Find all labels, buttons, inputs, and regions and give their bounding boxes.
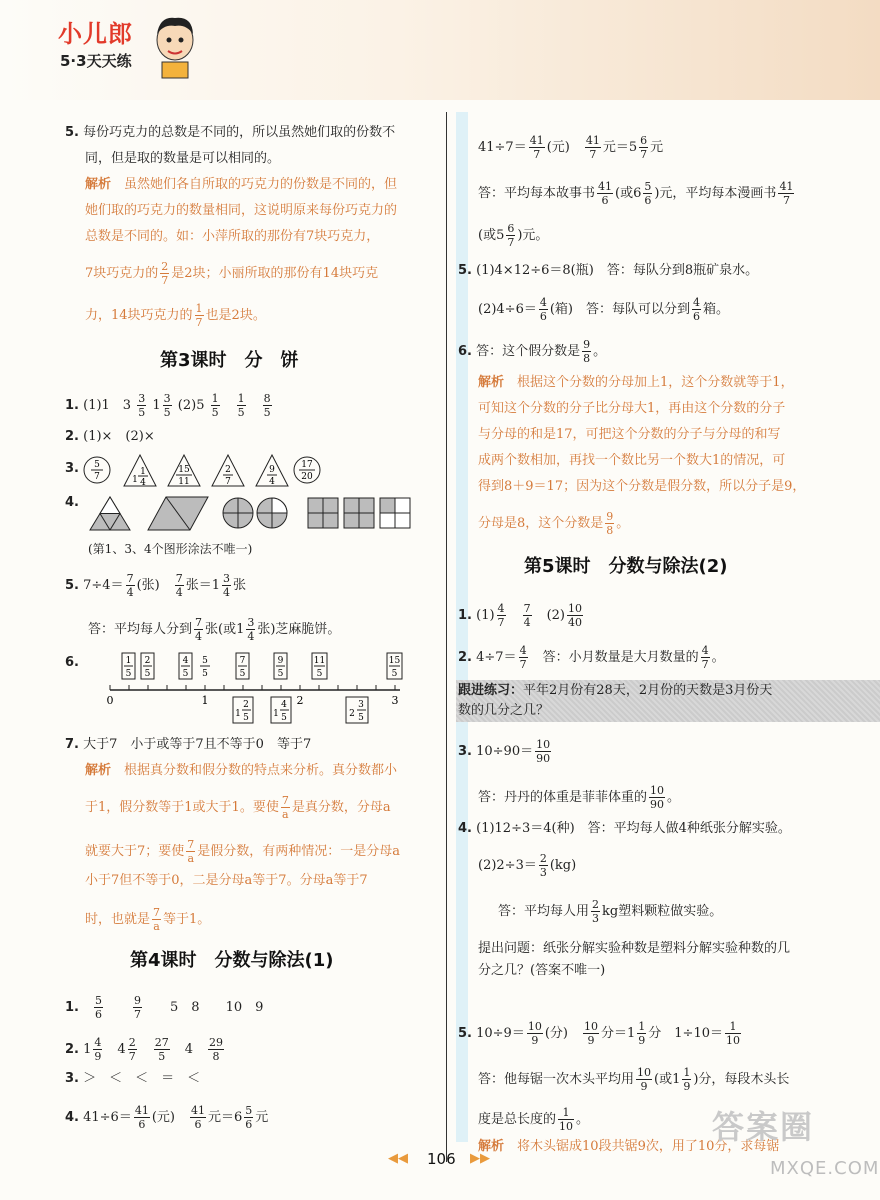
- analysis-text: 可知这个分数的分子比分母大1，再由这个分数的分子: [478, 401, 786, 416]
- analysis-label: 解析: [85, 763, 112, 778]
- fraction: $\frac{1}{5}$: [237, 392, 245, 419]
- fraction: $\frac{3}{5}$: [163, 392, 171, 419]
- answer-text: 同，但是取的数量是可以相同的。: [85, 151, 281, 166]
- svg-text:7: 7: [94, 472, 100, 482]
- fraction: $\frac{1}{9}$: [683, 1066, 691, 1093]
- tick-label: 1: [201, 694, 209, 707]
- fraction: $\frac{8}{5}$: [263, 392, 271, 419]
- svg-text:5: 5: [243, 713, 249, 723]
- question-number: 4.: [65, 1110, 79, 1125]
- question-number: 5.: [458, 1026, 472, 1041]
- prev-page-arrows: ◀◀: [388, 1151, 408, 1166]
- number-line-figure: [100, 650, 420, 730]
- brand-logo-text: 小儿郎: [58, 20, 133, 48]
- svg-text:5: 5: [144, 669, 151, 679]
- svg-text:15: 15: [178, 465, 190, 475]
- question-number: 6.: [458, 344, 472, 359]
- fraction: $\frac{27}{5}$: [154, 1036, 169, 1063]
- svg-text:11: 11: [313, 656, 326, 666]
- fraction: $\frac{4}{9}$: [94, 1036, 102, 1063]
- svg-text:20: 20: [301, 472, 313, 482]
- svg-text:2: 2: [349, 709, 355, 719]
- svg-text:2: 2: [225, 465, 231, 475]
- analysis-text: 于1，假分数等于1或大于1。要使: [85, 800, 279, 815]
- analysis-text: 是2块；小丽所取的那份有14块巧克: [171, 266, 379, 281]
- tick-label: 2: [296, 694, 304, 707]
- analysis-text: 成两个数相加，再找一个数比另一个数大1的情况，可: [478, 453, 786, 468]
- fraction: $\frac{29}{8}$: [209, 1036, 224, 1063]
- section-title: 第5课时 分数与除法(2): [524, 556, 728, 577]
- svg-text:4: 4: [140, 478, 146, 488]
- fraction: $\frac{41}{6}$: [191, 1104, 205, 1131]
- watermark: 答案圈: [712, 1108, 815, 1146]
- answer-text: ＞ ＜ ＜ ＝ ＜: [83, 1071, 201, 1086]
- svg-text:9: 9: [277, 656, 284, 666]
- analysis-text: 总数是不同的。如：小萍所取的那份有7块巧克力，: [85, 229, 380, 244]
- fraction: $\frac{41}{7}$: [585, 134, 600, 161]
- svg-text:1: 1: [140, 467, 146, 477]
- fraction: $\frac{7}{4}$: [523, 602, 531, 629]
- shape-fractions-row: [82, 450, 322, 490]
- watermark-url: MXQE.COM: [770, 1158, 880, 1179]
- fraction: $\frac{4}{6}$: [693, 296, 701, 323]
- fraction: $\frac{41}{6}$: [598, 180, 613, 207]
- analysis-text: 时，也就是: [85, 912, 151, 927]
- svg-text:5: 5: [358, 713, 364, 723]
- fraction: $\frac{7}{4}$: [175, 572, 183, 599]
- fraction: $\frac{4}{7}$: [701, 644, 709, 671]
- svg-text:11: 11: [178, 477, 190, 487]
- analysis-text: 得到8＋9＝17；因为这个分数是假分数，所以分子是9，: [478, 479, 806, 494]
- fraction: $\frac{7}{a}$: [153, 906, 161, 933]
- svg-text:5: 5: [125, 669, 132, 679]
- column-divider: [446, 112, 447, 1162]
- svg-text:5: 5: [391, 669, 398, 679]
- fraction-num: 5: [94, 460, 100, 470]
- fraction: $\frac{2}{3}$: [539, 852, 547, 879]
- answer-text: 提出问题：纸张分解实验种数是塑料分解实验种数的几: [478, 941, 791, 956]
- analysis-text: 是真分数，分母a: [291, 800, 391, 815]
- analysis-text: 虽然她们各自所取的巧克力的份数是不同的，但: [124, 177, 398, 192]
- page-number: 106: [427, 1150, 456, 1168]
- answer-text: 答：平均每人用: [498, 904, 590, 919]
- fraction: $\frac{1}{10}$: [559, 1106, 574, 1133]
- answer-text: (1)12÷3＝4(种) 答：平均每人做4种纸张分解实验。: [476, 821, 791, 836]
- svg-text:7: 7: [239, 656, 246, 666]
- fraction: $\frac{7}{4}$: [126, 572, 134, 599]
- fraction: $\frac{4}{7}$: [497, 602, 505, 629]
- analysis-text: 她们取的巧克力的数量相同，这说明原来每份巧克力的: [85, 203, 398, 218]
- fraction: $\frac{4}{7}$: [519, 644, 527, 671]
- svg-text:1: 1: [273, 709, 279, 719]
- answer-text: 答：平均每本故事书: [478, 186, 596, 201]
- answer-text: 答：丹丹的体重是菲菲体重的: [478, 790, 648, 805]
- question-number: 4.: [65, 495, 79, 510]
- analysis-text: 力，14块巧克力的: [85, 308, 193, 323]
- svg-text:2: 2: [144, 656, 151, 666]
- analysis-text: 等于1。: [163, 912, 211, 927]
- svg-text:9: 9: [269, 465, 275, 475]
- question-number: 5.: [65, 578, 79, 593]
- answer-text: 答：平均每人分到: [88, 622, 193, 637]
- analysis-label: 解析: [478, 1139, 505, 1154]
- fraction: $\frac{10}{40}$: [568, 602, 582, 629]
- shaded-shapes-figure: [88, 494, 418, 534]
- svg-text:4: 4: [281, 700, 287, 710]
- fraction: $\frac{9}{7}$: [134, 994, 142, 1021]
- follow-up-label: 跟进练习：: [458, 683, 524, 698]
- analysis-text: 根据真分数和假分数的特点来分析。真分数都小: [124, 763, 398, 778]
- question-number: 2.: [65, 429, 79, 444]
- svg-text:5: 5: [281, 713, 287, 723]
- svg-text:5: 5: [182, 669, 189, 679]
- tick-label: 3: [391, 694, 399, 707]
- fraction: $\frac{2}{3}$: [592, 898, 600, 925]
- question-number: 6.: [65, 655, 79, 670]
- svg-text:2: 2: [243, 700, 249, 710]
- analysis-label: 解析: [85, 177, 112, 192]
- fraction: $\frac{9}{8}$: [583, 338, 591, 365]
- answer-text: 分之几？(答案不唯一): [478, 963, 606, 978]
- analysis-text: 也是2块。: [205, 308, 266, 323]
- fraction: $\frac{10}{90}$: [536, 738, 551, 765]
- fraction: $\frac{5}{6}$: [245, 1104, 253, 1131]
- fraction: $\frac{1}{5}$: [211, 392, 219, 419]
- section-title: 第3课时 分 饼: [160, 350, 299, 371]
- fraction: $\frac{7}{a}$: [187, 838, 195, 865]
- figure-note: (第1、3、4个图形涂法不唯一): [88, 542, 253, 556]
- follow-up-text: 平年2月份有28天，2月份的天数是3月份天: [523, 683, 773, 698]
- question-number: 1.: [65, 398, 79, 413]
- question-number: 1.: [458, 608, 472, 623]
- question-number: 3.: [65, 1071, 79, 1086]
- analysis-text: 小于7但不等于0，二是分母a等于7。分母a等于7: [85, 873, 368, 888]
- svg-text:5: 5: [239, 669, 246, 679]
- svg-text:5: 5: [316, 669, 323, 679]
- svg-text:5: 5: [277, 669, 284, 679]
- question-number: 2.: [458, 650, 472, 665]
- section-title: 第4课时 分数与除法(1): [130, 950, 334, 971]
- fraction: $\frac{10}{9}$: [637, 1066, 652, 1093]
- question-number: 4.: [458, 821, 472, 836]
- fraction: $\frac{10}{9}$: [584, 1020, 598, 1047]
- analysis-text: 与分母的和是17，可把这个分数的分子与分母的和写: [478, 427, 781, 442]
- analysis-text: 根据这个分数的分母加上1，这个分数就等于1，: [517, 375, 794, 390]
- series-name: 5·3天天练: [60, 52, 132, 70]
- fraction: $\frac{2}{7}$: [161, 260, 169, 287]
- svg-text:4: 4: [269, 477, 275, 487]
- fraction: $\frac{6}{7}$: [507, 222, 515, 249]
- question-number: 2.: [65, 1042, 79, 1057]
- svg-text:4: 4: [182, 656, 189, 666]
- fraction: $\frac{3}{4}$: [247, 616, 255, 643]
- fraction: $\frac{3}{5}$: [138, 392, 146, 419]
- question-number: 5.: [65, 125, 79, 140]
- fraction: $\frac{10}{90}$: [650, 784, 665, 811]
- next-page-arrows: ▶▶: [470, 1151, 490, 1166]
- svg-text:15: 15: [388, 656, 401, 666]
- answer-text: 大于7 小于或等于7且不等于0 等于7: [83, 737, 312, 752]
- svg-text:1: 1: [235, 709, 241, 719]
- answer-text: 每份巧克力的总数是不同的，所以虽然她们取的份数不: [83, 125, 396, 140]
- analysis-label: 解析: [478, 375, 505, 390]
- fraction: $\frac{1}{7}$: [195, 302, 203, 329]
- follow-up-text: 数的几分之几？: [458, 703, 550, 718]
- svg-text:3: 3: [358, 700, 364, 710]
- question-number: 5.: [458, 263, 472, 278]
- svg-text:5: 5: [202, 656, 208, 666]
- fraction: $\frac{7}{a}$: [281, 794, 289, 821]
- fraction: $\frac{2}{7}$: [128, 1036, 136, 1063]
- fraction: $\frac{41}{7}$: [529, 134, 544, 161]
- question-number: 7.: [65, 737, 79, 752]
- analysis-text: 7块巧克力的: [85, 266, 159, 281]
- analysis-text: 是假分数，有两种情况：一是分母a: [197, 844, 401, 859]
- fraction: $\frac{3}{4}$: [223, 572, 230, 599]
- fraction: $\frac{5}{6}$: [95, 994, 102, 1021]
- analysis-text: 就要大于7；要使: [85, 844, 185, 859]
- fraction: $\frac{5}{6}$: [644, 180, 652, 207]
- analysis-text: 将木头锯成10段共锯9次，用了10分，求每锯: [517, 1139, 780, 1154]
- tick-label: 0: [106, 694, 114, 707]
- fraction: $\frac{41}{7}$: [779, 180, 794, 207]
- question-number: 3.: [65, 461, 79, 476]
- answer-text: (1)4×12÷6＝8(瓶) 答：每队分到8瓶矿泉水。: [476, 263, 759, 278]
- fraction: $\frac{4}{6}$: [539, 296, 547, 323]
- svg-text:1: 1: [125, 656, 132, 666]
- question-number: 1.: [65, 1000, 79, 1015]
- analysis-text: 分母是8，这个分数是: [478, 516, 604, 531]
- svg-text:5: 5: [202, 669, 208, 679]
- svg-text:7: 7: [225, 477, 231, 487]
- fraction: $\frac{7}{4}$: [195, 616, 203, 643]
- answer-text: (1)× (2)×: [83, 429, 155, 444]
- answer-text: 度是总长度的: [478, 1112, 557, 1127]
- svg-text:1: 1: [132, 475, 138, 485]
- fraction: $\frac{10}{9}$: [527, 1020, 542, 1047]
- mascot-icon: [150, 10, 200, 80]
- fraction: $\frac{1}{9}$: [638, 1020, 646, 1047]
- fraction: $\frac{9}{8}$: [606, 510, 614, 537]
- svg-text:17: 17: [301, 460, 313, 470]
- fraction: $\frac{1}{10}$: [726, 1020, 740, 1047]
- answer-text: 答：他每锯一次木头平均用: [478, 1072, 635, 1087]
- fraction: $\frac{6}{7}$: [640, 134, 648, 161]
- fraction: $\frac{41}{6}$: [134, 1104, 149, 1131]
- question-number: 3.: [458, 744, 472, 759]
